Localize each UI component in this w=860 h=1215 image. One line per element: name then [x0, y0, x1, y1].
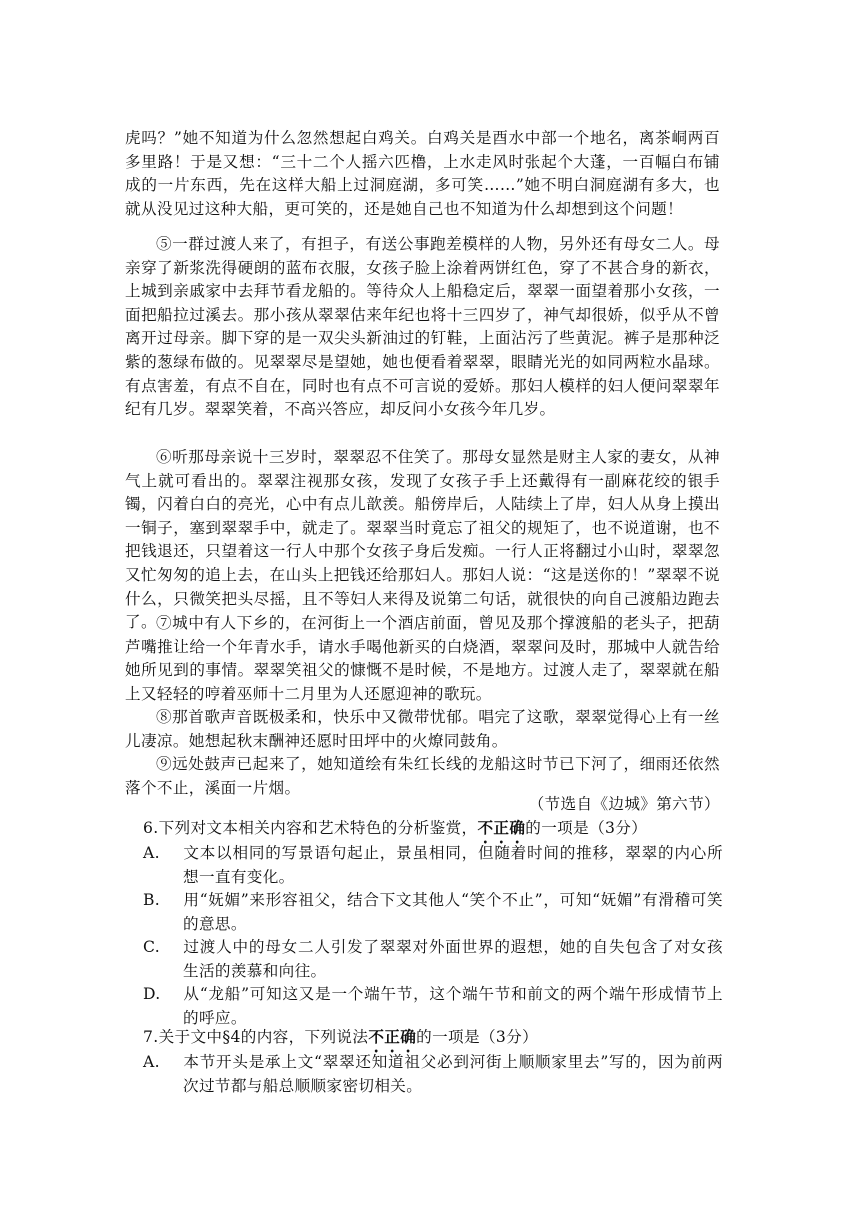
- question-6-option-b: [143, 889, 723, 936]
- question-7-emphasis: 不正确: [368, 1027, 417, 1046]
- passage-paragraph-9: ⑨远处鼓声已起来了，她知道绘有朱红长线的龙船这时节已下河了，细雨还依然落个不止，溪面一片烟。: [125, 755, 720, 797]
- question-7-option-a: [143, 1051, 723, 1098]
- option-label: A.: [143, 1053, 160, 1071]
- question-6-option-d: [143, 983, 723, 1030]
- passage-paragraph-6: ⑥听那母亲说十三岁时，翠翠忍不住笑了。那母女显然是财主人家的妻女，从神气上就可看出的。翠翠注视那女孩，发现了女孩子手上还戴得有一副麻花绞的银手镯，闪着白白的亮光，心中有点儿歆羡。船傍岸后，人陆续上了岸，妇人从身上摸出一铜子，塞到翠翠手中，就走了。翠翠当时竟忘了祖父的规矩了，也不说道谢，也不把钱退还，只望着这一行人中那个女孩子身后发痴。一行人正将翻过小山时，翠翠忽又忙匆匆的追上去，在山头上把钱还给那妇人。那妇人说：“这是送你的！”翠翠不说什么，只微笑把头尽摇，且不等妇人来得及说第二句话，就很快的向自己渡船边跑去了。: [125, 448, 720, 632]
- option-text: 从“龙船”可知这又是一个端午节，这个端午节和前文的两个端午形成情节上的呼应。: [183, 985, 723, 1027]
- passage-paragraph-7: ⑦城中有人下乡的，在河街上一个酒店前面，曾见及那个撑渡船的老头子，把葫芦嘴推让给一个年青水手，请水手喝他新买的白烧酒，翠翠问及时，那城中人就告给她所见到的事情。翠翠笑祖父的慷慨不是时候，不是地方。过渡人走了，翠翠就在船上又轻轻的哼着巫师十二月里为人还愿迎神的歌玩。: [125, 614, 720, 703]
- option-label: D.: [143, 985, 161, 1003]
- question-6-option-a: [143, 842, 723, 889]
- option-text: 过渡人中的母女二人引发了翠翠对外面世界的遐想，她的自失包含了对女孩生活的羡慕和向往。: [183, 938, 723, 980]
- passage-paragraph-5: ⑤一群过渡人来了，有担子，有送公事跑差模样的人物，另外还有母女二人。母亲穿了新浆洗得硬朗的蓝布衣服，女孩子脸上涂着两饼红色，穿了不甚合身的新衣，上城到亲戚家中去拜节看龙船的。等待众人上船稳定后，翠翠一面望着那小女孩，一面把船拉过溪去。那小孩从翠翠估来年纪也将十三四岁了，神气却很娇，似乎从不曾离开过母亲。脚下穿的是一双尖头新油过的钉鞋，上面沾污了些黄泥。裤子是那种泛紫的葱绿布做的。见翠翠尽是望她，她也便看着翠翠，眼睛光光的如同两粒水晶球。有点害羞，有点不自在，同时也有点不可言说的爱娇。那妇人模样的妇人便问翠翠年纪有几岁。翠翠笑着，不高兴答应，却反问小女孩今年几岁。: [125, 235, 720, 419]
- question-6-stem-text: 6.下列对文本相关内容和艺术特色的分析鉴赏，: [143, 819, 478, 837]
- passage-paragraph-continued: 虎吗？”她不知道为什么忽然想起白鸡关。白鸡关是酉水中部一个地名，离茶峒两百多里路！于是又想：“三十二个人摇六匹橹，上水走风时张起个大蓬，一百幅白布铺成的一片东西，先在这样大船上过洞庭湖，多可笑……”她不明白洞庭湖有多大，也就从没见过这种大船，更可笑的，还是她自己也不知道为什么却想到这个问题！: [125, 129, 720, 218]
- option-text: 本节开头是承上文“翠翠还知道祖父必到河街上顺顺家里去”写的，因为前两次过节都与船总顺顺家密切相关。: [183, 1053, 723, 1095]
- option-label: C.: [143, 938, 161, 956]
- question-6-option-c: [143, 936, 723, 983]
- option-label: A.: [143, 844, 160, 862]
- passage-paragraph-8: ⑧那首歌声音既极柔和，快乐中又微带忧郁。唱完了这歌，翠翠觉得心上有一丝儿凄凉。她想起秋末酬神还愿时田坪中的火燎同鼓角。: [125, 708, 720, 750]
- question-6-emphasis: 不正确: [477, 818, 526, 837]
- option-text: 文本以相同的写景语句起止，景虽相同，但随着时间的推移，翠翠的内心所想一直有变化。: [183, 844, 723, 886]
- question-7-stem-tail: 的一项是（3分）: [416, 1028, 539, 1046]
- option-text: 用“妩媚”来形容祖父，结合下文其他人“笑个不止”，可知“妩媚”有滑稽可笑的意思。: [183, 891, 723, 933]
- question-6-stem-tail: 的一项是（3分）: [525, 819, 648, 837]
- option-label: B.: [143, 891, 161, 909]
- passage-source: （节选自《边城》第六节）: [528, 795, 720, 813]
- question-7-stem-text: 7.关于文中§4的内容，下列说法: [143, 1028, 369, 1046]
